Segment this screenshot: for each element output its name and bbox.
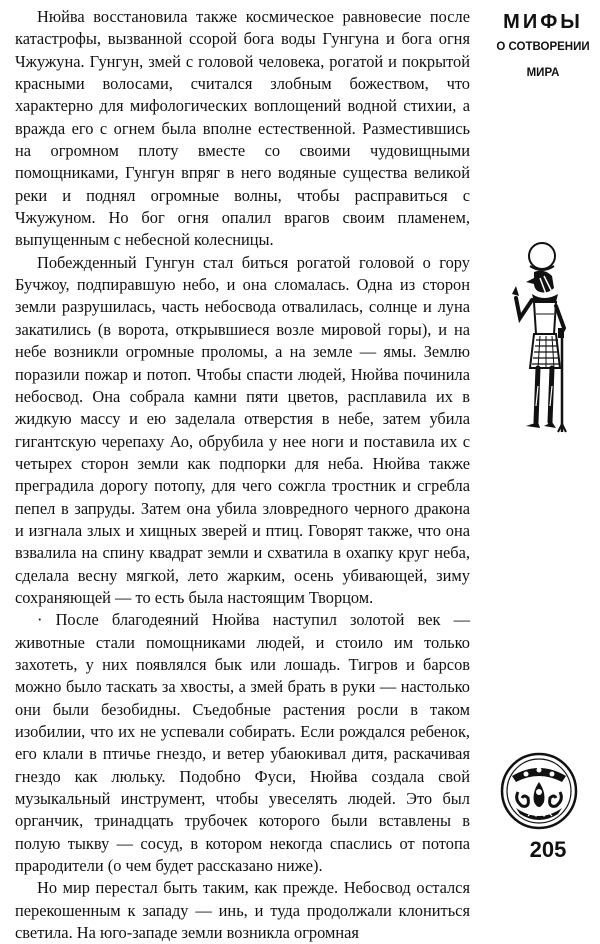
- header-subtitle-line1: О СОТВОРЕНИИ: [496, 41, 590, 53]
- paragraph-2: Побежденный Гунгун стал биться рогатой головой о гору Бучжоу, подпиравшую небо, и она сломалась. Одна из сторон земли разрушилась, часть небосвода отвалилась, солнце и луна закатились (в ворота, открывшиеся возле мировой горы), и на небе возникли огромные проломы, а на земле — ямы. Землю поразили пожар и потоп. Чтобы спасти людей, Нюйва починила небосвод. Она собрала камни пяти цветов, расплавила их в жидкую массу и ею заделала отверстия в небе, затем убила гигантскую черепаху Ао, обрубила у нее ноги и поставила их с четырех сторон земли как подпорки для неба. Нюйва также преградила дорогу потопу, для чего сожгла тростник и сгребла пепел в запруды. Затем она убила зловредного черного дракона и изгнала злых и хищных зверей и птиц. Говорят также, что она взвалила на спину квадрат земли и схватила в охапку круг неба, сделала весну мягкой, лето жарким, осень убивающей, зиму сохраняющей — то есть была настоящим Творцом.: [15, 252, 470, 607]
- header-subtitle-line2: МИРА: [526, 67, 560, 79]
- paragraph-1: Нюйва восстановила также космическое равновесие после катастрофы, вызванной ссорой бога воды Гунгуна и бога огня Чжужуна. Гунгун, змей с головой человека, рогатой и покрытой красными волосами, считался злобным божеством, что характерно для мифологических воплощений водной стихии, а вражда его с огнем была вполне естественной. Разместившись на огромном плоту вместе со своими чудовищными помощниками, Гунгун впряг в него водяные существа великой реки и поднял огромные волны, чтобы расправиться с Чжужуном. Но бог огня опалил врагов своим пламенем, выпущенным с небесной колесницы.: [15, 7, 470, 250]
- ornamental-medallion-icon: [500, 752, 578, 830]
- page-number: 205: [529, 837, 567, 862]
- paragraph-3: · После благодеяний Нюйва наступил золотой век — животные стали помощниками людей, и стоило им только захотеть, у них появлялся бык или лошадь. Тигров и барсов можно было таскать за хвосты, а змей брать в руки — настолько они были безобидны. Съедобные растения росли в таком изобилии, что их не успевали собирать. Если рождался ребенок, его клали в птичье гнездо, и ветер убаюкивал дитя, раскачивая гнездо как люльку. Подобно Фуси, Нюйва создала свой музыкальный инструмент, чтобы увеселять людей. Это был органчик, тринадцать трубочек которого были вставлены в полую тыкву — сосуд, в котором некогда спаслись от потопа прародители (о чем будет рассказано ниже).: [15, 610, 470, 876]
- header-title: МИФЫ: [503, 11, 583, 33]
- paragraph-4: Но мир перестал быть таким, как прежде. Небосвод остался перекошенным к западу — инь, и туда продолжали клониться светила. На юго-западе земли возникла огромная: [15, 878, 470, 943]
- running-header: [488, 10, 598, 82]
- main-text-column: [15, 6, 470, 944]
- egyptian-deity-figure-icon: [500, 236, 585, 436]
